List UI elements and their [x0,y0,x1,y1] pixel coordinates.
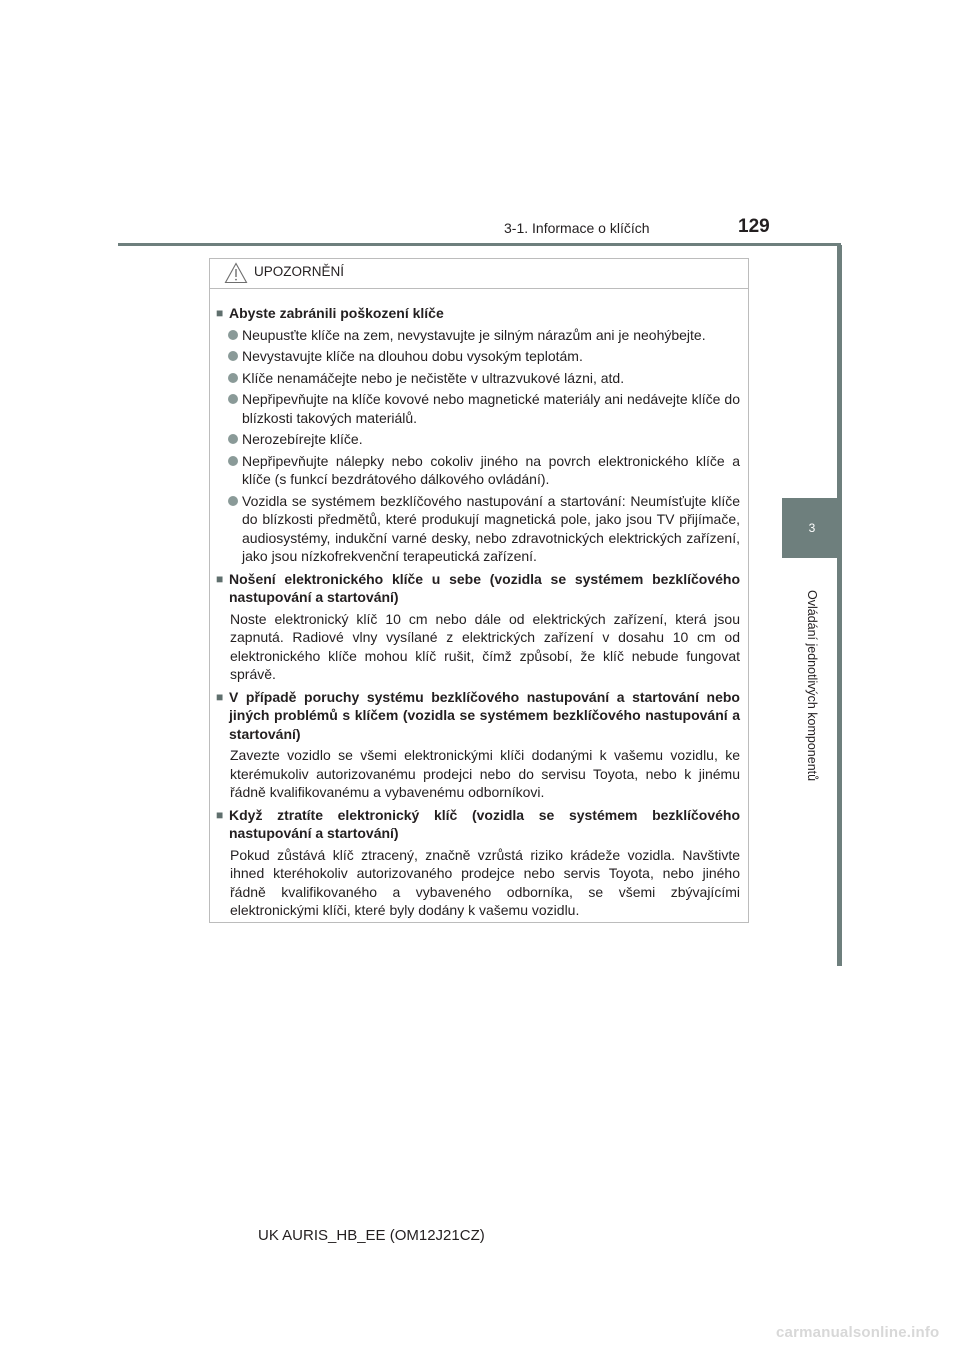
list-item: Klíče nenamáčejte nebo je nečistěte v ultrazvukové lázni, atd. [216,369,742,388]
list-item: Nepřipevňujte nálepky nebo cokoliv jiného na povrch elektronického klíče a klíče (s funkcí bezdrátového dálkového ovládání). [216,452,742,489]
list-item: Neupusťte klíče na zem, nevystavujte je silným nárazům ani je neohýbejte. [216,326,742,345]
header-section-title: 3-1. Informace o klíčích [504,220,650,236]
chapter-label: Ovládání jednotlivých komponentů [805,590,819,782]
round-bullet-icon [228,394,238,404]
warning-header [210,259,748,289]
watermark: carmanualsonline.info [776,1324,940,1341]
round-bullet-icon [228,434,238,444]
round-bullet-icon [228,456,238,466]
side-accent-line-top [837,245,842,498]
chapter-tab[interactable] [782,498,842,558]
chapter-number: 3 [808,521,816,535]
warning-body [210,289,748,920]
warning-box [209,258,749,923]
square-bullet-icon: ■ [216,807,224,822]
round-bullet-icon [228,330,238,340]
section-title: ■ Nošení elektronického klíče u sebe (vozidla se systémem bezklíčového nastupování a startování) [216,570,740,605]
list-item: Vozidla se systémem bezklíčového nastupování a startování: Neumísťujte klíče do blízkosti předmětů, které produkují magnetická pole, jako jsou TV přijímače, audiosystémy, indukční varné desky, nebo zdravotnických elektrických zařízení, jako jsou nízkofrekvenční terapeutická zařízení. [216,492,742,566]
section-title: ■ Když ztratíte elektronický klíč (vozidla se systémem bezklíčového nastupování a startování) [216,806,740,841]
page-number: 129 [738,216,770,237]
list-item: Nerozebírejte klíče. [216,430,742,449]
square-bullet-icon: ■ [216,571,224,586]
warning-title: UPOZORNĚNÍ [254,264,345,279]
list-item: Nepřipevňujte na klíče kovové nebo magnetické materiály ani nedávejte klíče do blízkosti takových materiálů. [216,390,742,427]
section-paragraph: Noste elektronický klíč 10 cm nebo dále od elektrických zařízení, která jsou zapnutá. Radiové vlny vysílané z elektrických zařízení v dosahu 10 cm od elektronického klíče mohou klíč rušit, čímž způsobí, že klíč nebude fungovat správě. [230,610,740,682]
side-accent-line-bottom [837,558,842,966]
section-paragraph: Pokud zůstává klíč ztracený, značně vzrůstá riziko krádeže vozidla. Navštivte ihned kteréhokoliv autorizovaného prodejce nebo servis Toyota, nebo jiného řádně kvalifikovaného a vybaveného odborníka, se všemi zbývajícími elektronickými klíči, které byly dodány k vašemu vozidlu. [230,846,740,918]
section-paragraph: Zavezte vozidlo se všemi elektronickými klíči dodanými k vašemu vozidlu, ke kterémukoliv autorizovanému prodejci nebo do servisu Toyota, nebo k jinému řádně kvalifikovanému a vybavenému odborníkovi. [230,747,740,800]
square-bullet-icon: ■ [216,689,224,704]
round-bullet-icon [228,496,238,506]
section-title: ■ Abyste zabránili poškození klíče [216,305,444,321]
warning-triangle-icon [224,262,248,284]
manual-code: UK AURIS_HB_EE (OM12J21CZ) [258,1227,485,1244]
section-title: ■ V případě poruchy systému bezklíčového nastupování a startování nebo jiných problémů s klíčem (vozidla se systémem bezklíčového nastupování a startování) [216,688,740,742]
list-item: Nevystavujte klíče na dlouhou dobu vysokým teplotám. [216,347,742,366]
round-bullet-icon [228,373,238,383]
square-bullet-icon: ■ [216,306,224,320]
round-bullet-icon [228,351,238,361]
header-rule [118,243,841,246]
